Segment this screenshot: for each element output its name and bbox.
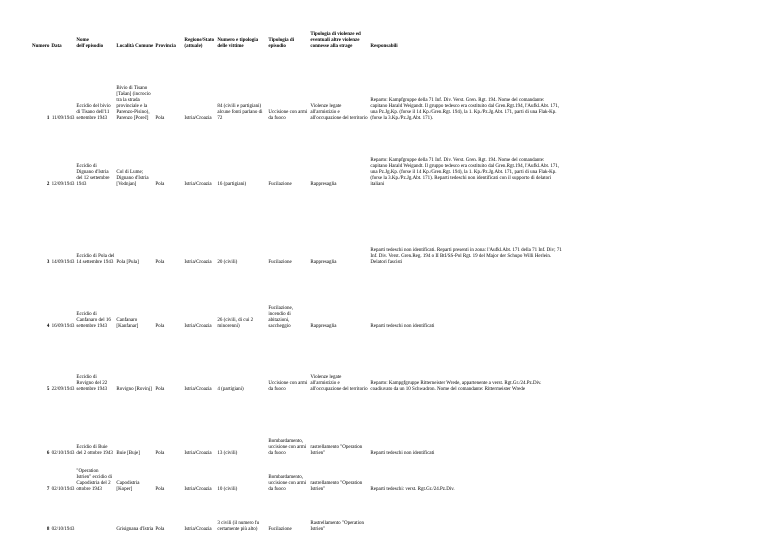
cell-data: 02/10/1943 bbox=[51, 527, 75, 532]
cell-vittime: 4 (partigiani) bbox=[217, 387, 244, 392]
table-row bbox=[31, 122, 563, 188]
table-row bbox=[31, 457, 563, 493]
cell-provincia: Pola bbox=[155, 527, 165, 532]
massacres-table bbox=[31, 22, 563, 533]
header-tipologia: Tipologia di episodio bbox=[268, 38, 295, 49]
cell-nome bbox=[75, 493, 115, 533]
cell-regione: Istria/Croazia bbox=[184, 116, 212, 121]
cell-localita: Capodistria [Koper] bbox=[116, 481, 140, 492]
cell-vittime: 20 (civili) bbox=[217, 260, 238, 265]
cell-numero: 8 bbox=[46, 527, 50, 532]
cell-violenze: Violenze legate all'armistizio e all'occupazione del territorio bbox=[310, 375, 368, 392]
cell-nome: Eccidio di Buie del 2 ottobre 1943 bbox=[76, 445, 113, 456]
cell-localita: Buie [Buje] bbox=[116, 451, 140, 456]
cell-data: 22/09/1943 bbox=[51, 387, 75, 392]
cell-nome: Eccidio di Pola del 14 settembre 1943 bbox=[76, 254, 115, 265]
cell-vittime: 16 (partigiani) bbox=[217, 182, 247, 187]
header-regione: Regione/Stato (attuale) bbox=[184, 38, 215, 49]
cell-provincia: Pola bbox=[155, 182, 165, 187]
table-row bbox=[31, 188, 563, 266]
cell-provincia: Pola bbox=[155, 260, 165, 265]
cell-tipologia: Fucilazione bbox=[268, 182, 292, 187]
cell-responsabili: Reparti tedeschi: verst. Rgt.Gr./24.Pz.Div. bbox=[370, 487, 455, 492]
cell-responsabili: Reparti tedeschi non identificati. Reparti presenti in zona: l'Aufkl.Abt. 171 della 71 Inf. Div; 71 Inf. Div. Verst. Gren.Reg. 194 o II BtI/SS-Pol Rgt. 19 del Major der Schupo Willi Herlein. Delatori fascisti bbox=[370, 248, 562, 265]
header-nome: Nome dell'episodio bbox=[76, 38, 104, 49]
cell-numero: 1 bbox=[46, 116, 50, 121]
cell-tipologia: Fucilazione bbox=[268, 260, 292, 265]
cell-vittime: 10 (civili) bbox=[217, 487, 238, 492]
cell-regione: Istria/Croazia bbox=[184, 387, 212, 392]
cell-vittime: 3 civili (il numero fu certamente più alto) bbox=[217, 521, 260, 532]
cell-data: 02/10/1943 bbox=[51, 451, 75, 456]
header-responsabili: Responsabili bbox=[370, 44, 398, 49]
cell-vittime: 13 (civili) bbox=[217, 451, 238, 456]
cell-data: 16/09/1943 bbox=[51, 324, 75, 329]
header-violenze: Tipologia di violenze ed eventuali altre violenze connesse alla strage bbox=[310, 32, 361, 49]
header-vittime: Numero e tipologia delle vittime bbox=[217, 38, 259, 49]
cell-tipologia: Bombardamento, uccisione con armi da fuoco bbox=[268, 439, 307, 456]
cell-tipologia: Uccisione con armi da fuoco bbox=[268, 381, 308, 392]
cell-vittime: 26 (civili, di cui 2 minorenni) bbox=[217, 318, 254, 329]
cell-provincia: Pola bbox=[155, 487, 165, 492]
table-row bbox=[31, 50, 563, 122]
header-provincia: Provincia bbox=[155, 44, 176, 49]
cell-violenze: Rappresaglia bbox=[310, 260, 337, 265]
table-row bbox=[31, 393, 563, 457]
cell-responsabili: Reparto: Kampgfgruppe Ritterneister Wrede, appartenente a verst. Rgt.Gr./24.Pz.Div. coadiuvato da un 10 Schwadron. Nome del comandante: Rittermeister Wrede bbox=[370, 381, 542, 392]
cell-tipologia: Bombardamento, uccisione con armi da fuoco bbox=[268, 475, 307, 492]
header-numero: Numero bbox=[32, 44, 50, 49]
cell-violenze: Rastrellamento "Operation Istrien" bbox=[310, 521, 364, 532]
cell-regione: Istria/Croazia bbox=[184, 451, 212, 456]
cell-numero: 2 bbox=[46, 182, 50, 187]
cell-data: 02/10/1943 bbox=[51, 487, 75, 492]
cell-violenze: Violenze legate all'armistizio e all'occupazione del territorio bbox=[310, 104, 368, 121]
cell-numero: 6 bbox=[46, 451, 50, 456]
cell-provincia: Pola bbox=[155, 387, 165, 392]
cell-regione: Istria/Croazia bbox=[184, 324, 212, 329]
table-row bbox=[31, 330, 563, 393]
cell-data: 11/09/1943 bbox=[51, 116, 75, 121]
cell-data: 14/09/1943 bbox=[51, 260, 75, 265]
cell-localita: Pola [Pula] bbox=[116, 260, 139, 265]
cell-vittime: 84 (civili e partigiani) alcune fonti parlano di 72 bbox=[217, 104, 263, 121]
cell-numero: 7 bbox=[46, 487, 50, 492]
cell-nome: Eccidio di Canfanaro del 16 settembre 1943 bbox=[76, 312, 111, 329]
cell-responsabili: Reparto: Kampfgruppe della 71 Inf. Div. Verst. Gren. Rgt. 194. Nome del comandante: capitano Harald Weigandt. Il gruppo tedesco era costituito dal Gren.Rgt.194, l'Aufkl.Abt. 171, una Pz.Jg.Kp. (forse il 14 Kp./Gren.Rgt. 194), la 1. Kp./Pz.Jg.Abt. 171, parti di una Flak-Kp. (forse la 3.Kp./Pz.Jg.Abt. 171). bbox=[370, 98, 560, 121]
cell-violenze: Rappresaglia bbox=[310, 182, 337, 187]
cell-localita: Col di Lume; Dignano d'Istria [Vodnjan] bbox=[116, 170, 149, 187]
cell-nome: Eccidio del bivio di Tisano dell'11 settembre 1943 bbox=[76, 104, 111, 121]
header-data: Data bbox=[51, 44, 62, 49]
cell-numero: 5 bbox=[46, 387, 50, 392]
cell-provincia: Pola bbox=[155, 451, 165, 456]
cell-responsabili bbox=[369, 493, 563, 533]
cell-nome: Eccidio di Dignano d'Istria del 12 settembre 1943 bbox=[76, 164, 110, 187]
cell-localita: Bivio di Tisano [Tašan] (incrocio tra la strada provinciale e la Parenzo-Pisino), Parenzo [Poreč] bbox=[116, 86, 151, 121]
cell-regione: Istria/Croazia bbox=[184, 260, 212, 265]
table-row bbox=[31, 266, 563, 330]
cell-responsabili: Reparti tedeschi non identificati bbox=[370, 324, 435, 329]
cell-violenze: rastrellamento "Operation Istrien" bbox=[310, 481, 363, 492]
cell-numero: 3 bbox=[46, 260, 50, 265]
header-row bbox=[31, 22, 563, 50]
cell-numero: 4 bbox=[46, 324, 50, 329]
cell-tipologia: Fucilazione bbox=[268, 527, 292, 532]
cell-tipologia: Uccisione con armi da fuoco bbox=[268, 110, 308, 121]
cell-localita: Canfanaro [Kanfanar] bbox=[116, 318, 139, 329]
cell-regione: Istria/Croazia bbox=[184, 527, 212, 532]
cell-regione: Istria/Croazia bbox=[184, 182, 212, 187]
cell-responsabili: Reparto: Kampfgruppe della 71 Inf. Div. Verst. Gren. Rgt. 194. Nome del comandante: capitano Harald Weigandt. Il gruppo tedesco era costituito dal Gren.Rgt.194, l'Aufkl.Abt. 171, una Pz.Jg.Kp. (forse il 14 Kp./Gren.Rgt. 194), la 1. Kp./Pz.Jg.Abt. 171, parti di una Flak-Kp. (forse la 3.Kp./Pz.Jg.Abt. 171). Reparti tedeschi non identificati con il supporto di delatori italiani bbox=[370, 158, 560, 187]
header-localita: Località Comune bbox=[116, 44, 154, 49]
cell-violenze: rastrellamento "Operation Istrien" bbox=[310, 445, 363, 456]
cell-nome: "Operation Istrien" eccidio di Capodistria del 2 ottobre 1943 bbox=[76, 469, 113, 492]
cell-provincia: Pola bbox=[155, 324, 165, 329]
cell-data: 12/09/1943 bbox=[51, 182, 75, 187]
cell-localita: Grisignana d'Istria bbox=[116, 527, 154, 532]
cell-localita: Rovigno [Rovinj] bbox=[116, 387, 152, 392]
cell-regione: Istria/Croazia bbox=[184, 487, 212, 492]
cell-responsabili: Reparti tedeschi non identificati bbox=[370, 451, 435, 456]
cell-provincia: Pola bbox=[155, 116, 165, 121]
cell-violenze: Rappresaglia bbox=[310, 324, 337, 329]
table-row bbox=[31, 493, 563, 533]
cell-tipologia: Fucilazione, incendio di abitazioni, saccheggio bbox=[268, 306, 293, 329]
cell-nome: Eccidio di Rovigno del 22 settembre 1943 bbox=[76, 375, 108, 392]
